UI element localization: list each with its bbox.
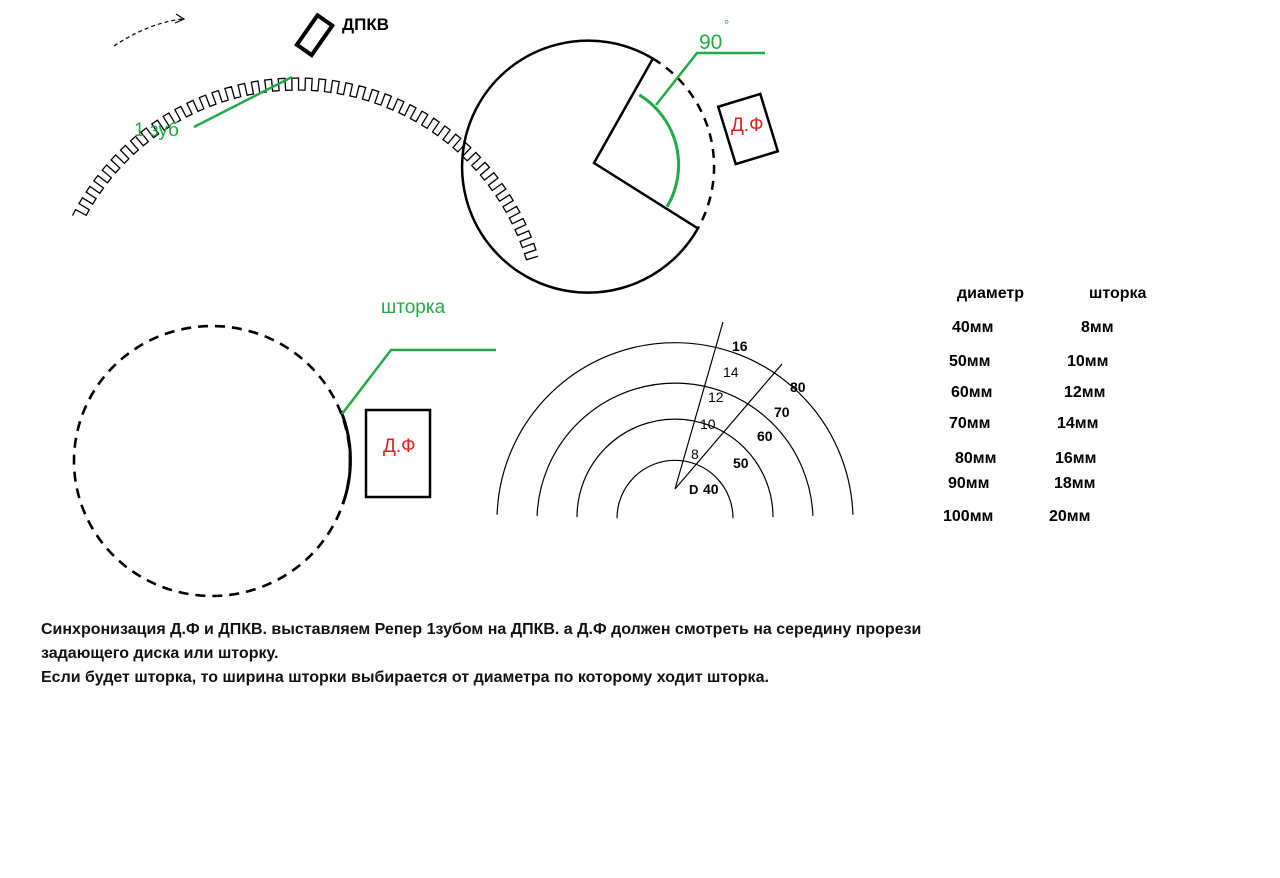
table-shutter-cell: 14мм bbox=[1057, 415, 1099, 432]
width-ray bbox=[675, 322, 723, 489]
rotation-arrow bbox=[114, 19, 182, 46]
dpkv-sensor bbox=[297, 15, 332, 55]
slot-disk-outline bbox=[462, 41, 698, 293]
slot-dashed-arc bbox=[653, 59, 714, 229]
table-shutter-cell: 8мм bbox=[1081, 319, 1114, 336]
degree-mark: ° bbox=[724, 17, 730, 32]
table-diameter-cell: 90мм bbox=[948, 475, 990, 492]
shutter-disk-group bbox=[74, 297, 496, 596]
slot-angle-arc bbox=[639, 95, 678, 207]
concentric-diagram bbox=[497, 322, 853, 518]
diameter-label-60: 60 bbox=[757, 428, 773, 444]
table-shutter-cell: 16мм bbox=[1055, 450, 1097, 467]
table-diameter-cell: 60мм bbox=[951, 384, 993, 401]
table-diameter-cell: 50мм bbox=[949, 353, 991, 370]
table-diameter-cell: 80мм bbox=[955, 450, 997, 467]
table-diameter-cell: 70мм bbox=[949, 415, 991, 432]
table-shutter-cell: 10мм bbox=[1067, 353, 1109, 370]
description-line: задающего диска или шторку. bbox=[41, 645, 279, 662]
shutter-segment bbox=[341, 411, 350, 504]
description-line: Синхронизация Д.Ф и ДПКВ. выставляем Репер 1зубом на ДПКВ. а Д.Ф должен смотреть на середину прорези bbox=[41, 621, 922, 638]
width-label-16: 16 bbox=[732, 338, 748, 354]
tooth-label: 1 зуб bbox=[134, 120, 179, 141]
center-label: D bbox=[689, 482, 699, 497]
width-label-10: 10 bbox=[700, 416, 716, 432]
diameter-label-50: 50 bbox=[733, 455, 749, 471]
diameter-label-40: 40 bbox=[703, 481, 719, 497]
shutter-leader bbox=[342, 350, 496, 414]
rotation-arrow-head bbox=[175, 14, 184, 23]
shutter-disk-dashed bbox=[74, 326, 350, 596]
diameter-ray bbox=[675, 364, 782, 489]
shutter-label: шторка bbox=[381, 297, 446, 318]
table-header-shutter: шторка bbox=[1089, 285, 1147, 302]
concentric-arc bbox=[537, 383, 813, 516]
table-shutter-cell: 18мм bbox=[1054, 475, 1096, 492]
width-label-14: 14 bbox=[723, 364, 739, 380]
diameter-label-80: 80 bbox=[790, 379, 806, 395]
width-label-12: 12 bbox=[708, 389, 724, 405]
gear-teeth bbox=[73, 78, 539, 260]
table-header-diameter: диаметр bbox=[957, 285, 1025, 302]
diameter-label-70: 70 bbox=[774, 404, 790, 420]
description-text bbox=[41, 618, 1041, 690]
diameter-table bbox=[943, 285, 1147, 525]
table-diameter-cell: 40мм bbox=[952, 319, 994, 336]
df-label-top: Д.Ф bbox=[731, 115, 764, 136]
table-shutter-cell: 20мм bbox=[1049, 508, 1091, 525]
slot-disk-group bbox=[462, 17, 778, 293]
description-line: Если будет шторка, то ширина шторки выбирается от диаметра по которому ходит шторка. bbox=[41, 669, 769, 686]
width-label-8: 8 bbox=[691, 446, 699, 462]
gear-group bbox=[73, 14, 539, 260]
table-shutter-cell: 12мм bbox=[1064, 384, 1106, 401]
dpkv-label: ДПКВ bbox=[342, 15, 389, 34]
df-label-bottom: Д.Ф bbox=[383, 436, 416, 457]
angle-label: 90 bbox=[699, 31, 723, 54]
table-diameter-cell: 100мм bbox=[943, 508, 994, 525]
